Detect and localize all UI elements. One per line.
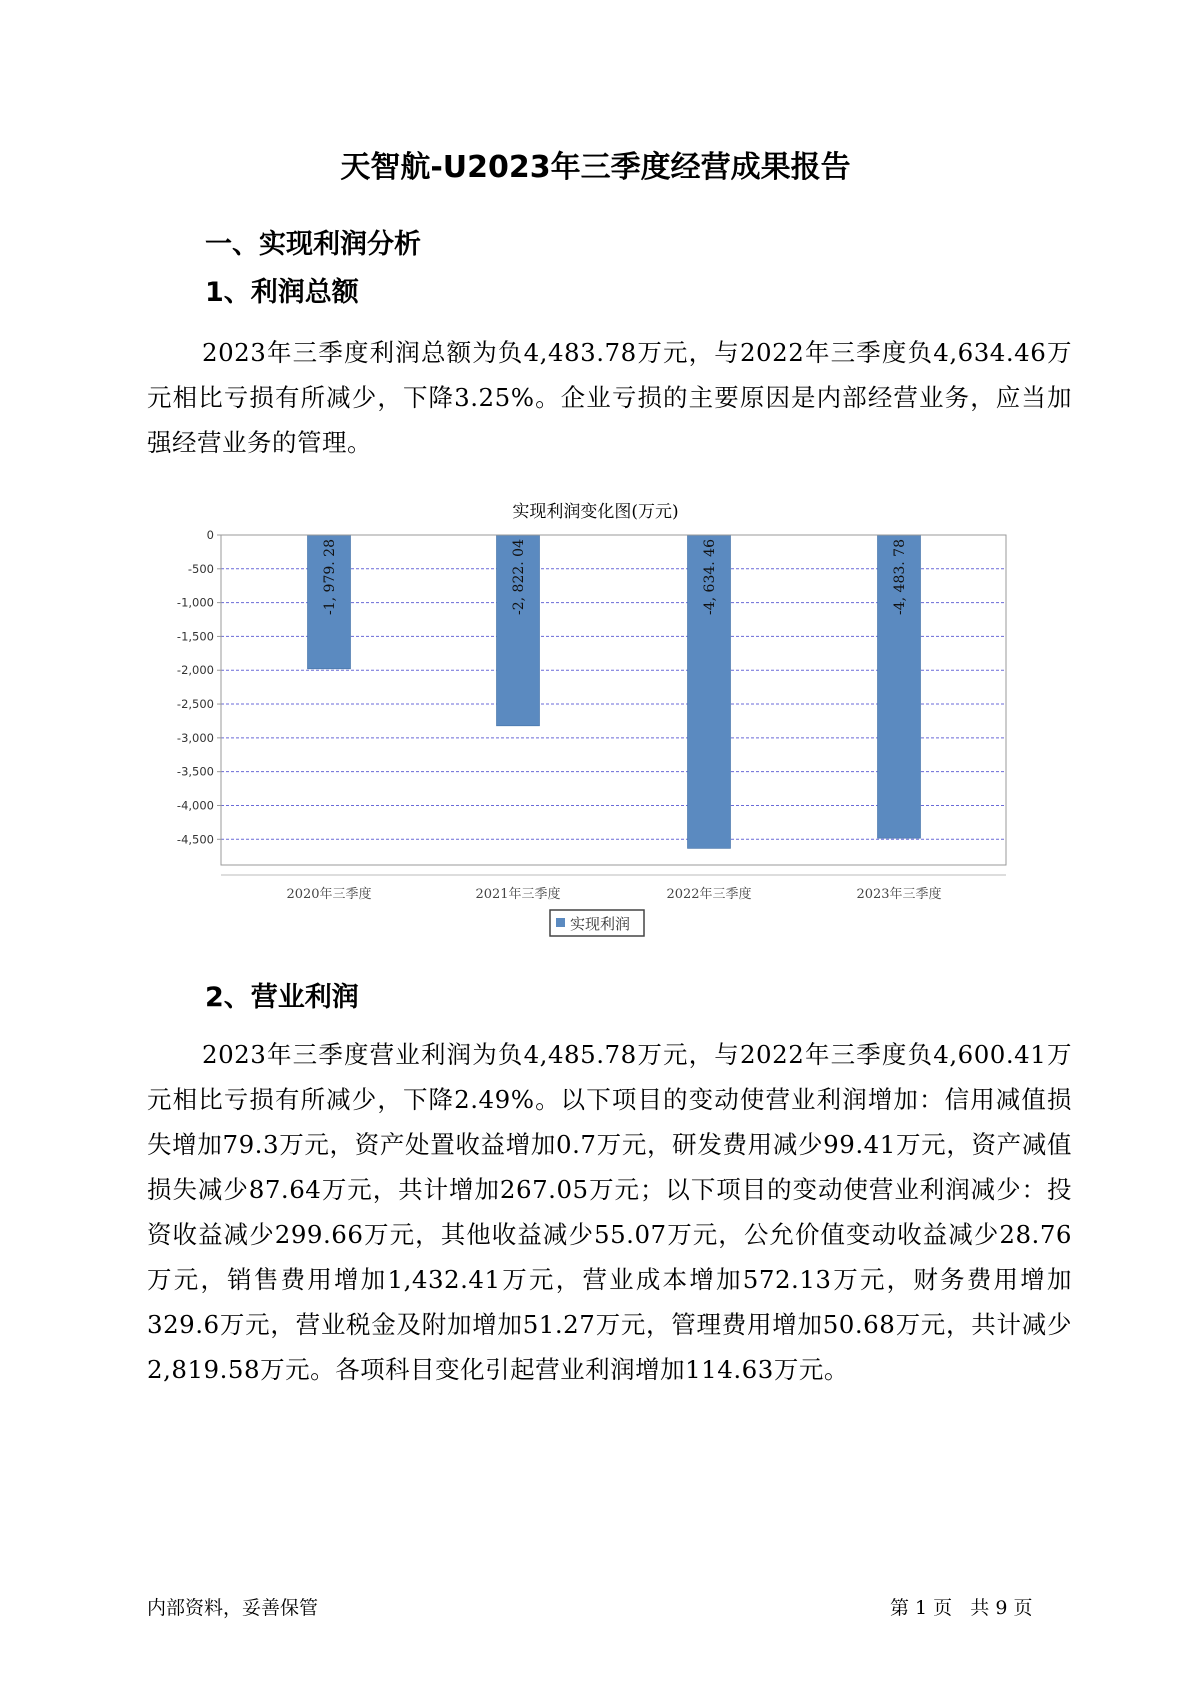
y-tick-label: -2,500 [176,697,214,712]
y-tick-label: -4,000 [176,798,214,813]
bar-data-label: -2, 822. 04 [511,539,527,615]
x-tick-label: 2020年三季度 [286,887,372,902]
section-heading-profit-analysis: 一、实现利润分析 [205,229,421,260]
paragraph-total-profit: 2023年三季度利润总额为负4,483.78万元，与2022年三季度负4,634.46万元相比亏损有所减少，下降3.25%。企业亏损的主要原因是内部经营业务，应当加强经营业务的管理。 [147,338,1072,457]
subheading-operating-profit: 2、营业利润 [205,982,359,1013]
paragraph-operating-profit: 2023年三季度营业利润为负4,485.78万元，与2022年三季度负4,600.41万元相比亏损有所减少，下降2.49%。以下项目的变动使营业利润增加：信用减值损失增加79.3万元，资产处置收益增加0.7万元，研发费用减少99.41万元，资产减值损失减少87.64万元，共计增加267.05万元；以下项目的变动使营业利润减少：投资收益减少299.66万元，其他收益减少55.07万元，公允价值变动收益减少28.76万元，销售费用增加1,432.41万元，营业成本增加572.13万元，财务费用增加329.6万元，营业税金及附加增加51.27万元，管理费用增加50.68万元，共计减少2,819.58万元。各项科目变化引起营业利润增加114.63万元。 [147,1040,1072,1384]
bar-data-label: -4, 483. 78 [892,539,908,615]
y-tick-label: -2,000 [176,663,214,678]
bar-data-label: -1, 979. 28 [322,539,338,615]
y-tick-label: 0 [206,528,214,542]
x-tick-label: 2022年三季度 [666,887,752,902]
chart-bars [308,535,921,848]
y-tick-label: -4,500 [176,832,214,847]
subheading-total-profit: 1、利润总额 [205,277,359,308]
y-tick-label: -3,500 [176,764,214,779]
chart-y-ticks [177,528,221,846]
chart-legend [550,910,644,936]
y-tick-label: -1,000 [176,595,214,610]
footer-confidential-note: 内部资料，妥善保管 [147,1597,319,1619]
legend-label: 实现利润 [570,915,631,933]
y-tick-label: -3,000 [176,730,214,745]
y-tick-label: -500 [187,561,214,576]
x-tick-label: 2023年三季度 [856,887,942,902]
page-title: 天智航-U2023年三季度经营成果报告 [340,150,851,185]
legend-swatch [556,918,565,927]
chart-x-ticks [286,886,941,902]
bar-data-label: -4, 634. 46 [702,539,718,615]
y-tick-label: -1,500 [176,629,214,644]
x-tick-label: 2021年三季度 [475,887,561,902]
footer-page-number: 第 1 页 共 9 页 [890,1597,1033,1619]
chart-title: 实现利润变化图(万元) [512,502,679,522]
